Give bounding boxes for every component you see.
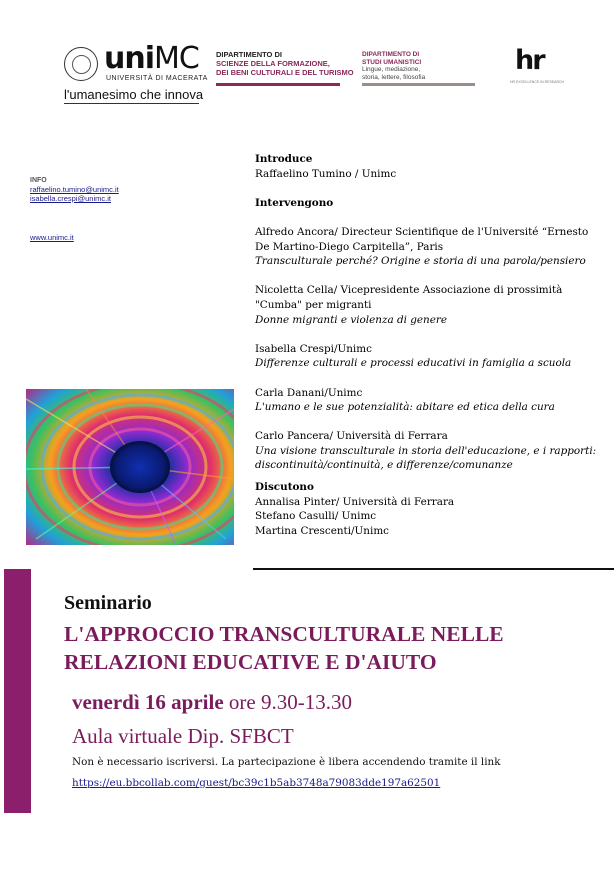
department-studi-umanistici-bar [362,83,475,86]
intervengono-heading: Intervengono [255,196,334,209]
university-logo: uniMC [104,41,199,76]
email-crespi-link[interactable]: isabella.crespi@unimc.it [30,194,111,203]
speaker-talk: Una visione transculturale in storia dell'educazione, e i rapporti: [255,444,597,457]
speaker-name: "Cumba" per migranti [255,298,372,311]
program-column [255,152,600,538]
speaker-talk: discontinuità/continuità, e differenze/comunanze [255,459,513,472]
speaker-name: Nicoletta Cella/ Vicepresidente Associazione di prossimità [255,284,563,297]
university-crest-icon [64,47,98,81]
event-title: L'APPROCCIO TRANSCULTURALE NELLE RELAZIONI EDUCATIVE E D'AIUTO [64,622,504,674]
accent-side-bar [4,569,31,813]
department-sfbct-bar [216,83,340,86]
speaker-talk: Donne migranti e violenza di genere [255,313,447,326]
hr-excellence-logo: hr [515,45,544,76]
section-divider [253,568,614,570]
speaker-talk: Differenze culturali e processi educativi in famiglia a scuola [255,357,572,370]
event-type: Seminario [64,592,152,614]
discussant-name: Martina Crescenti/Unimc [255,524,389,537]
university-motto: l'umanesimo che innova [64,87,204,102]
colorful-vortex-image [26,389,234,545]
email-tumino-link[interactable]: raffaelino.tumino@unimc.it [30,185,119,194]
speaker-name: Carlo Pancera/ Università di Ferrara [255,430,448,443]
discussant-name: Stefano Casulli/ Unimc [255,510,377,523]
speaker-name: De Martino-Diego Carpitella”, Paris [255,240,444,253]
event-location: Aula virtuale Dip. SFBCT [72,724,294,748]
event-date: venerdì 16 aprile ore 9.30-13.30 [72,690,352,714]
department-studi-umanistici-logo: DIPARTIMENTO DI STUDI UMANISTICI Lingue, mediazione, storia, lettere, filosofia [362,51,426,81]
website-link[interactable]: www.unimc.it [30,233,74,242]
motto-divider [64,103,199,104]
registration-note: Non è necessario iscriversi. La partecipazione è libera accendendo tramite il link [72,756,501,768]
introduce-name: Raffaelino Tumino / Unimc [255,167,397,180]
speaker-name: Carla Danani/Unimc [255,386,363,399]
hr-excellence-subtitle: HR EXCELLENCE IN RESEARCH [510,80,565,84]
department-sfbct-logo: DIPARTIMENTO DI SCIENZE DELLA FORMAZIONE, DEI BENI CULTURALI E DEL TURISMO [216,50,354,77]
discussant-name: Annalisa Pinter/ Università di Ferrara [255,495,455,508]
university-subtitle: UNIVERSITÀ DI MACERATA [106,75,208,82]
discutono-heading: Discutono [255,481,314,494]
speaker-name: Alfredo Ancora/ Directeur Scientifique de l'Université “Ernesto [255,225,589,238]
speaker-talk: Transculturale perché? Origine e storia di una parola/pensiero [255,255,586,268]
speaker-name: Isabella Crespi/Unimc [255,342,372,355]
info-label: INFO [30,177,47,184]
introduce-heading: Introduce [255,153,313,165]
speaker-talk: L'umano e le sue potenzialità: abitare ed etica della cura [255,401,555,414]
session-link[interactable]: https://eu.bbcollab.com/guest/bc39c1b5ab3748a79083dde197a62501 [72,777,441,789]
